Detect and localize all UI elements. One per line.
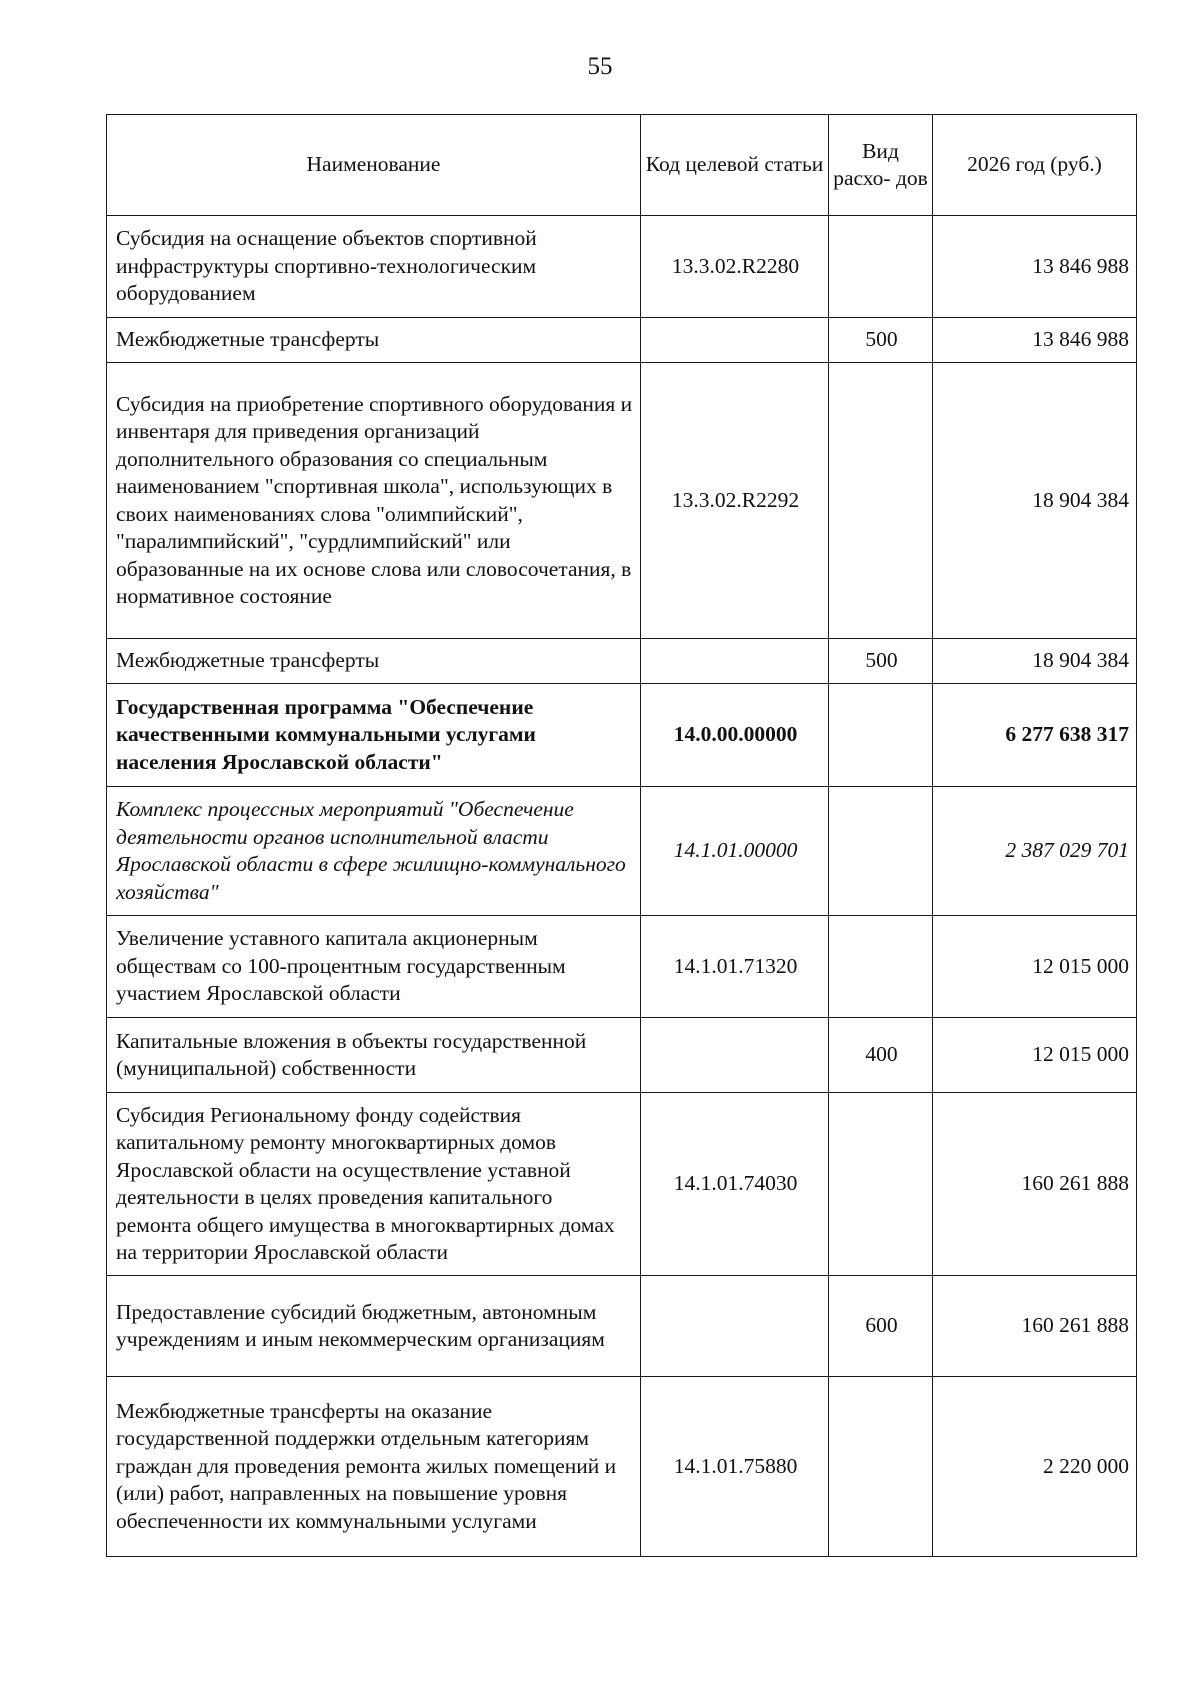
row-code bbox=[641, 1276, 829, 1377]
row-amount: 13 846 988 bbox=[933, 318, 1137, 363]
row-name: Субсидия на оснащение объектов спортивной инфраструктуры спортивно-технологическим оборудованием bbox=[107, 216, 641, 318]
table-row bbox=[107, 684, 1137, 787]
row-code bbox=[641, 1018, 829, 1093]
header-name: Наименование bbox=[107, 115, 641, 216]
row-kind: 600 bbox=[829, 1276, 933, 1377]
header-code: Код целевой статьи bbox=[641, 115, 829, 216]
header-row bbox=[107, 115, 1137, 216]
row-code: 13.3.02.R2292 bbox=[641, 363, 829, 639]
row-amount: 12 015 000 bbox=[933, 916, 1137, 1018]
table-row bbox=[107, 1276, 1137, 1377]
row-code bbox=[641, 318, 829, 363]
row-kind: 400 bbox=[829, 1018, 933, 1093]
row-code bbox=[641, 639, 829, 684]
row-kind bbox=[829, 787, 933, 916]
row-code: 14.1.01.71320 bbox=[641, 916, 829, 1018]
row-code: 14.1.01.74030 bbox=[641, 1093, 829, 1276]
row-name: Межбюджетные трансферты bbox=[107, 318, 641, 363]
table-row bbox=[107, 318, 1137, 363]
row-code: 14.1.01.75880 bbox=[641, 1377, 829, 1557]
row-kind bbox=[829, 1093, 933, 1276]
row-name: Увеличение уставного капитала акционерным обществам со 100-процентным государственным участием Ярославской области bbox=[107, 916, 641, 1018]
budget-table bbox=[106, 114, 1137, 1557]
table-row bbox=[107, 1377, 1137, 1557]
row-amount: 6 277 638 317 bbox=[933, 684, 1137, 787]
table-row bbox=[107, 916, 1137, 1018]
row-code: 13.3.02.R2280 bbox=[641, 216, 829, 318]
row-name: Комплекс процессных мероприятий "Обеспечение деятельности органов исполнительной власти Ярославской области в сфере жилищно-коммунального хозяйства" bbox=[107, 787, 641, 916]
table-row bbox=[107, 787, 1137, 916]
table-row bbox=[107, 1018, 1137, 1093]
row-name: Государственная программа "Обеспечение качественными коммунальными услугами населения Ярославской области" bbox=[107, 684, 641, 787]
row-name: Субсидия на приобретение спортивного оборудования и инвентаря для приведения организаций дополнительного образования со специальным наименованием "спортивная школа", использующих в своих наименованиях слова "олимпийский", "паралимпийский", "сурдлимпийский" или образованные на их основе слова или словосочетания, в нормативное состояние bbox=[107, 363, 641, 639]
row-name: Межбюджетные трансферты bbox=[107, 639, 641, 684]
row-amount: 2 387 029 701 bbox=[933, 787, 1137, 916]
row-kind bbox=[829, 216, 933, 318]
row-name: Предоставление субсидий бюджетным, автономным учреждениям и иным некоммерческим организациям bbox=[107, 1276, 641, 1377]
row-kind: 500 bbox=[829, 639, 933, 684]
row-code: 14.1.01.00000 bbox=[641, 787, 829, 916]
table-body bbox=[107, 216, 1137, 1557]
row-amount: 160 261 888 bbox=[933, 1276, 1137, 1377]
page-number: 55 bbox=[587, 53, 613, 80]
row-amount: 160 261 888 bbox=[933, 1093, 1137, 1276]
row-name: Субсидия Региональному фонду содействия капитальному ремонту многоквартирных домов Ярославской области на осуществление уставной деятельности в целях проведения капитального ремонта общего имущества в многоквартирных домах на территории Ярославской области bbox=[107, 1093, 641, 1276]
row-kind: 500 bbox=[829, 318, 933, 363]
table-row bbox=[107, 1093, 1137, 1276]
row-code: 14.0.00.00000 bbox=[641, 684, 829, 787]
table-header bbox=[107, 115, 1137, 216]
row-amount: 13 846 988 bbox=[933, 216, 1137, 318]
row-kind bbox=[829, 684, 933, 787]
row-name: Капитальные вложения в объекты государственной (муниципальной) собственности bbox=[107, 1018, 641, 1093]
header-amount: 2026 год (руб.) bbox=[933, 115, 1137, 216]
row-amount: 2 220 000 bbox=[933, 1377, 1137, 1557]
row-amount: 18 904 384 bbox=[933, 639, 1137, 684]
row-name: Межбюджетные трансферты на оказание государственной поддержки отдельным категориям граждан для проведения ремонта жилых помещений и (или) работ, направленных на повышение уровня обеспеченности их коммунальными услугами bbox=[107, 1377, 641, 1557]
row-kind bbox=[829, 1377, 933, 1557]
header-kind: Вид расхо- дов bbox=[829, 115, 933, 216]
table-row bbox=[107, 363, 1137, 639]
row-amount: 18 904 384 bbox=[933, 363, 1137, 639]
table-row bbox=[107, 216, 1137, 318]
table-row bbox=[107, 639, 1137, 684]
row-amount: 12 015 000 bbox=[933, 1018, 1137, 1093]
row-kind bbox=[829, 916, 933, 1018]
row-kind bbox=[829, 363, 933, 639]
